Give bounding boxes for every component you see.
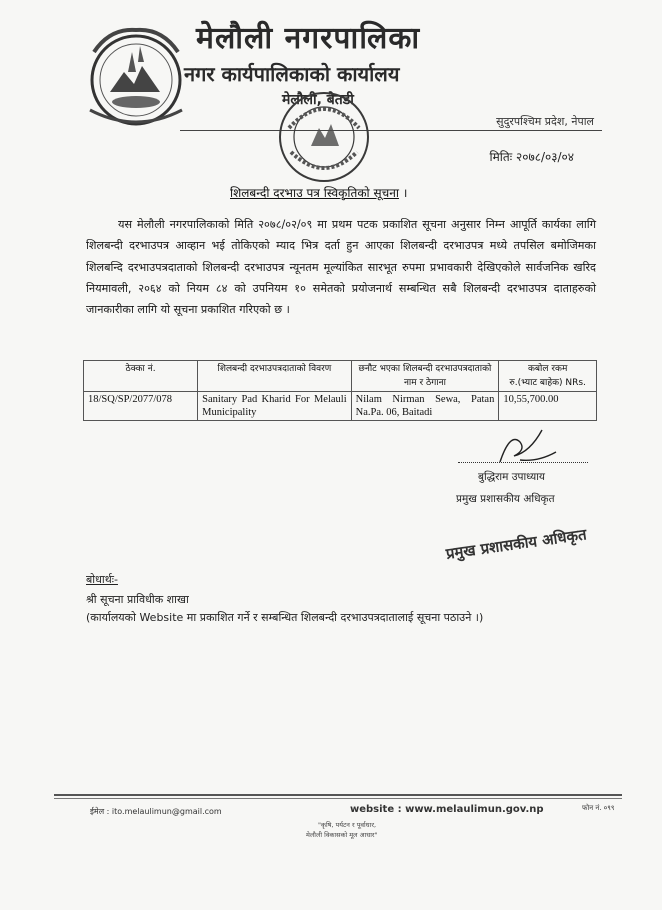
- footer-slogan-line-1: "कृषि, पर्यटन र पूर्वाधार,: [318, 821, 377, 829]
- header-description: शिलबन्दी दरभाउपत्रदाताको विवरण: [198, 361, 351, 392]
- footer-slogan-line-2: मेलौली विकासको मूल आधार": [306, 831, 378, 839]
- table-header-row: [84, 361, 597, 392]
- letter-date: मितिः २०७८/०३/०४: [489, 150, 574, 164]
- office-seal-stamp-icon: [275, 88, 373, 186]
- office-title: नगर कार्यपालिकाको कार्यालय: [184, 62, 400, 86]
- info-recipient: श्री सूचना प्राविधीक शाखा: [86, 593, 189, 606]
- header-bidder: छनौट भएका शिलबन्दी दरभाउपत्रदाताको नाम र ठेगाना: [351, 361, 499, 392]
- header-amount-label: कबोल रकम: [528, 364, 568, 374]
- header-contract-no: ठेक्का नं.: [84, 361, 198, 392]
- tender-table: [83, 360, 597, 421]
- header-divider: [180, 130, 602, 131]
- signer-name: बुद्धिराम उपाध्याय: [478, 471, 546, 483]
- info-heading: बोधार्थः-: [86, 573, 118, 586]
- footer-divider-thin: [54, 798, 622, 799]
- signature-line: [458, 462, 588, 463]
- notice-title-end: ।: [402, 186, 408, 200]
- cell-description: Sanitary Pad Kharid For Melauli Municipality: [198, 392, 351, 421]
- info-note: (कार्यालयको Website मा प्रकाशित गर्ने र सम्बन्धित शिलबन्दी दरभाउपत्रदातालाई सूचना पठाउने ।): [86, 611, 484, 624]
- nepal-emblem-icon: [80, 22, 192, 134]
- notice-title-text: शिलबन्दी दरभाउ पत्र स्विकृतिको सूचना: [230, 186, 399, 200]
- province-line: सुदुरपश्चिम प्रदेश, नेपाल: [496, 115, 594, 128]
- header-amount-sub: रु.(भ्याट बाहेक) NRs.: [509, 378, 586, 388]
- footer-email: ईमेल : ito.melaulimun@gmail.com: [90, 807, 222, 816]
- table-row: [84, 392, 597, 421]
- city-line: मेलौली, बैतडी: [282, 92, 354, 108]
- organization-title: मेलौली नगरपालिका: [196, 21, 421, 56]
- footer-website: website : www.melaulimun.gov.np: [350, 804, 544, 815]
- cell-bidder: Nilam Nirman Sewa, Patan Na.Pa. 06, Baitadi: [351, 392, 499, 421]
- header-amount: [499, 361, 597, 392]
- signer-title: प्रमुख प्रशासकीय अधिकृत: [456, 493, 555, 505]
- officer-rubber-stamp: प्रमुख प्रशासकीय अधिकृत: [444, 525, 588, 563]
- notice-body: यस मेलौली नगरपालिकाको मिति २०७८/०२/०९ मा प्रथम पटक प्रकाशित सूचना अनुसार निम्न आपूर्ति कार्यका लागि शिलबन्दी दरभाउपत्र आव्हान भई तोकिएको म्याद भित्र दर्ता हुन आएका शिलबन्दी दरभाउपत्र मध्ये तपसिल बमोजिमका शिलबन्दि दरभाउपत्रदाताको शिलबन्दी दरभाउपत्र न्यूनतम मूल्यांकित सारभूत रुपमा प्रभावकारी देखिएकोले सार्वजनिक खरिद नियमावली, २०६४ को नियम ८४ को उपनियम १० समेतको प्रयोजनार्थ सम्बन्धित सबै शिलबन्दी दरभाउपत्र दाताहरुको जानकारीका लागि यो सूचना प्रकाशित गरिएको छ ।: [86, 218, 596, 317]
- cell-contract-no: 18/SQ/SP/2077/078: [84, 392, 198, 421]
- cell-amount: 10,55,700.00: [499, 392, 597, 421]
- footer-divider: [54, 794, 622, 796]
- footer-phone: फोन नं. ०९९: [582, 804, 615, 812]
- notice-title: [230, 184, 407, 201]
